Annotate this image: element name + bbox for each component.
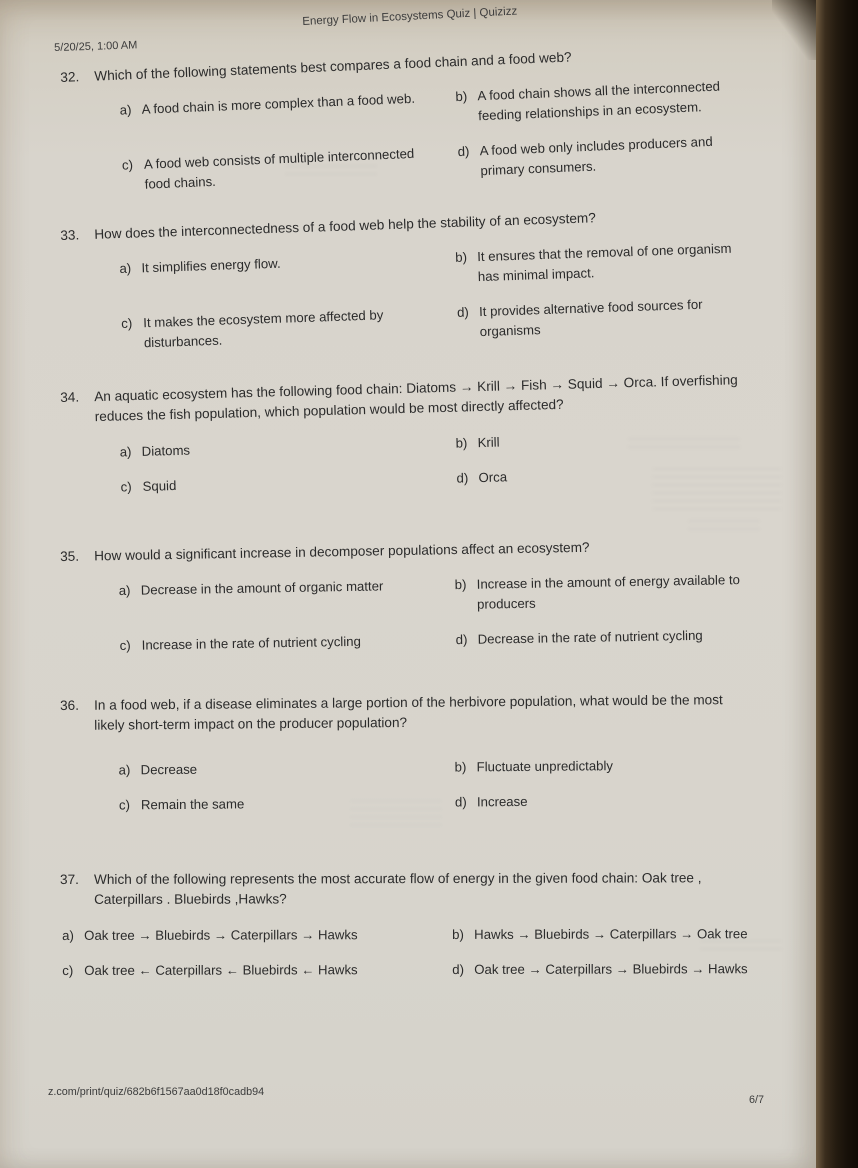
page-number: 6/7 [748,1094,764,1106]
answer-option [120,630,432,655]
page-title: Energy Flow in Ecosystems Quiz | Quizizz [302,5,518,28]
option-label: b) [454,576,467,593]
answer-option [119,575,432,620]
answer-option [455,570,750,615]
option-text: Increase [476,793,528,810]
option-label: c) [118,797,131,813]
footer-url: z.com/print/quiz/682b6f1567aa0d18f0cadb94 [48,1086,265,1098]
option-label: d) [456,470,469,486]
option-text: Oak tree ← Caterpillars ← Bluebirds ← Hawks [84,961,358,978]
answer-options [61,755,749,816]
option-text: Oak tree → Bluebirds → Caterpillars → Hawks [84,926,358,943]
option-label: b) [455,249,468,265]
option-text: It simplifies energy flow. [141,255,281,276]
option-label: a) [118,762,131,778]
answer-option [452,958,748,979]
question-text: How does the interconnectedness of a food web help the stability of an ecosystem? [94,209,597,242]
question [60,535,750,657]
question-text: In a food web, if a disease eliminates a large portion of the herbivore population, what would be the most likely short-term impact on the producer population? [94,692,723,734]
answer-option [120,469,432,497]
option-text: A food chain is more complex than a food web. [141,91,416,118]
answer-option [457,293,752,342]
option-text: It provides alternative food sources for organisms [478,296,703,339]
answer-options [61,76,752,198]
answer-option [62,925,428,946]
option-label: a) [118,582,131,598]
option-text: Hawks → Bluebirds → Caterpillars → Oak tree [474,925,748,942]
question [60,40,753,197]
answer-option [455,755,749,777]
answer-option [455,790,749,812]
option-text: Remain the same [140,796,245,813]
option-text: Decrease in the rate of nutrient cycling [477,627,703,647]
answer-option [456,461,750,488]
answer-option [122,143,435,195]
answer-options [61,238,752,355]
option-label: c) [120,478,132,495]
question-text: Which of the following represents the most accurate flow of energy in the given food chain: Oak tree , Caterpillars . Bluebirds ,Hawks? [94,870,702,907]
question [60,868,748,980]
print-timestamp: 5/20/25, 1:00 AM [54,39,138,54]
question-head [60,868,748,911]
question-text: How would a significant increase in decomposer populations affect an ecosystem? [94,539,590,563]
option-label: a) [119,102,132,119]
answer-option [457,130,752,181]
option-text: Orca [478,469,508,485]
option-text: A food web consists of multiple interconnected food chains. [143,145,415,192]
option-label: d) [457,143,470,160]
question [60,690,749,815]
option-label: b) [455,89,468,105]
option-text: Diatoms [141,442,191,459]
question-head [60,690,748,737]
option-label: b) [454,759,467,775]
question-head [60,203,748,246]
question [60,203,752,355]
option-label: d) [452,961,465,977]
question-number: 34. [60,389,80,406]
option-text: Squid [142,477,177,494]
option-text: Decrease [140,761,198,778]
answer-option [456,624,750,649]
question [60,370,751,498]
option-text: Increase in the amount of energy available to producers [476,572,740,612]
option-text: A food web only includes producers and primary consumers. [479,133,713,178]
question-head [60,370,749,429]
option-text: It makes the ecosystem more affected by disturbances. [143,306,384,350]
option-label: d) [454,794,467,810]
option-label: a) [119,260,132,277]
answer-option [455,76,750,127]
option-label: c) [121,315,133,331]
question-list [0,49,816,980]
answer-option [119,793,431,816]
answer-option [119,249,432,299]
option-text: Fluctuate unpredictably [476,758,614,775]
option-label: d) [455,631,468,647]
answer-option [121,303,434,353]
question-number: 33. [60,226,80,243]
question-number: 35. [60,548,80,564]
option-label: b) [452,926,464,942]
page-footer [48,1086,764,1106]
answer-option [119,434,431,462]
option-text: Krill [477,434,500,451]
option-text: It ensures that the removal of one organism has minimal impact. [477,240,732,284]
answer-option [455,238,750,287]
option-text: Oak tree → Caterpillars → Bluebirds → Hawks [474,960,748,977]
answer-options [60,924,748,980]
question-number: 36. [60,698,80,714]
question-text: Which of the following statements best compares a food chain and a food web? [94,49,572,84]
option-label: c) [121,157,134,173]
photo-background-edge [816,0,858,1168]
answer-options [61,426,750,499]
option-label: d) [456,304,470,320]
option-label: b) [455,435,468,451]
question-number: 32. [60,69,80,85]
answer-option [452,924,748,945]
answer-option [119,758,431,781]
option-label: a) [119,444,132,460]
answer-option [455,426,749,453]
question-text: An aquatic ecosystem has the following food chain: Diatoms → Krill → Fish → Squid → Orca. If overfishing reduces the fish population, which population would be most directly affected? [94,372,738,425]
answer-options [61,570,750,656]
option-text: A food chain shows all the interconnected feeding relationships in an ecosystem. [477,78,721,124]
option-label: c) [119,637,131,653]
option-label: c) [62,962,74,978]
answer-option [62,959,428,980]
option-text: Decrease in the amount of organic matter [140,578,384,598]
option-label: a) [62,927,74,943]
option-text: Increase in the rate of nutrient cycling [141,633,362,653]
paper-corner-shadow [772,0,816,60]
question-number: 37. [60,871,79,887]
answer-option [119,89,432,141]
question-head [60,535,748,567]
